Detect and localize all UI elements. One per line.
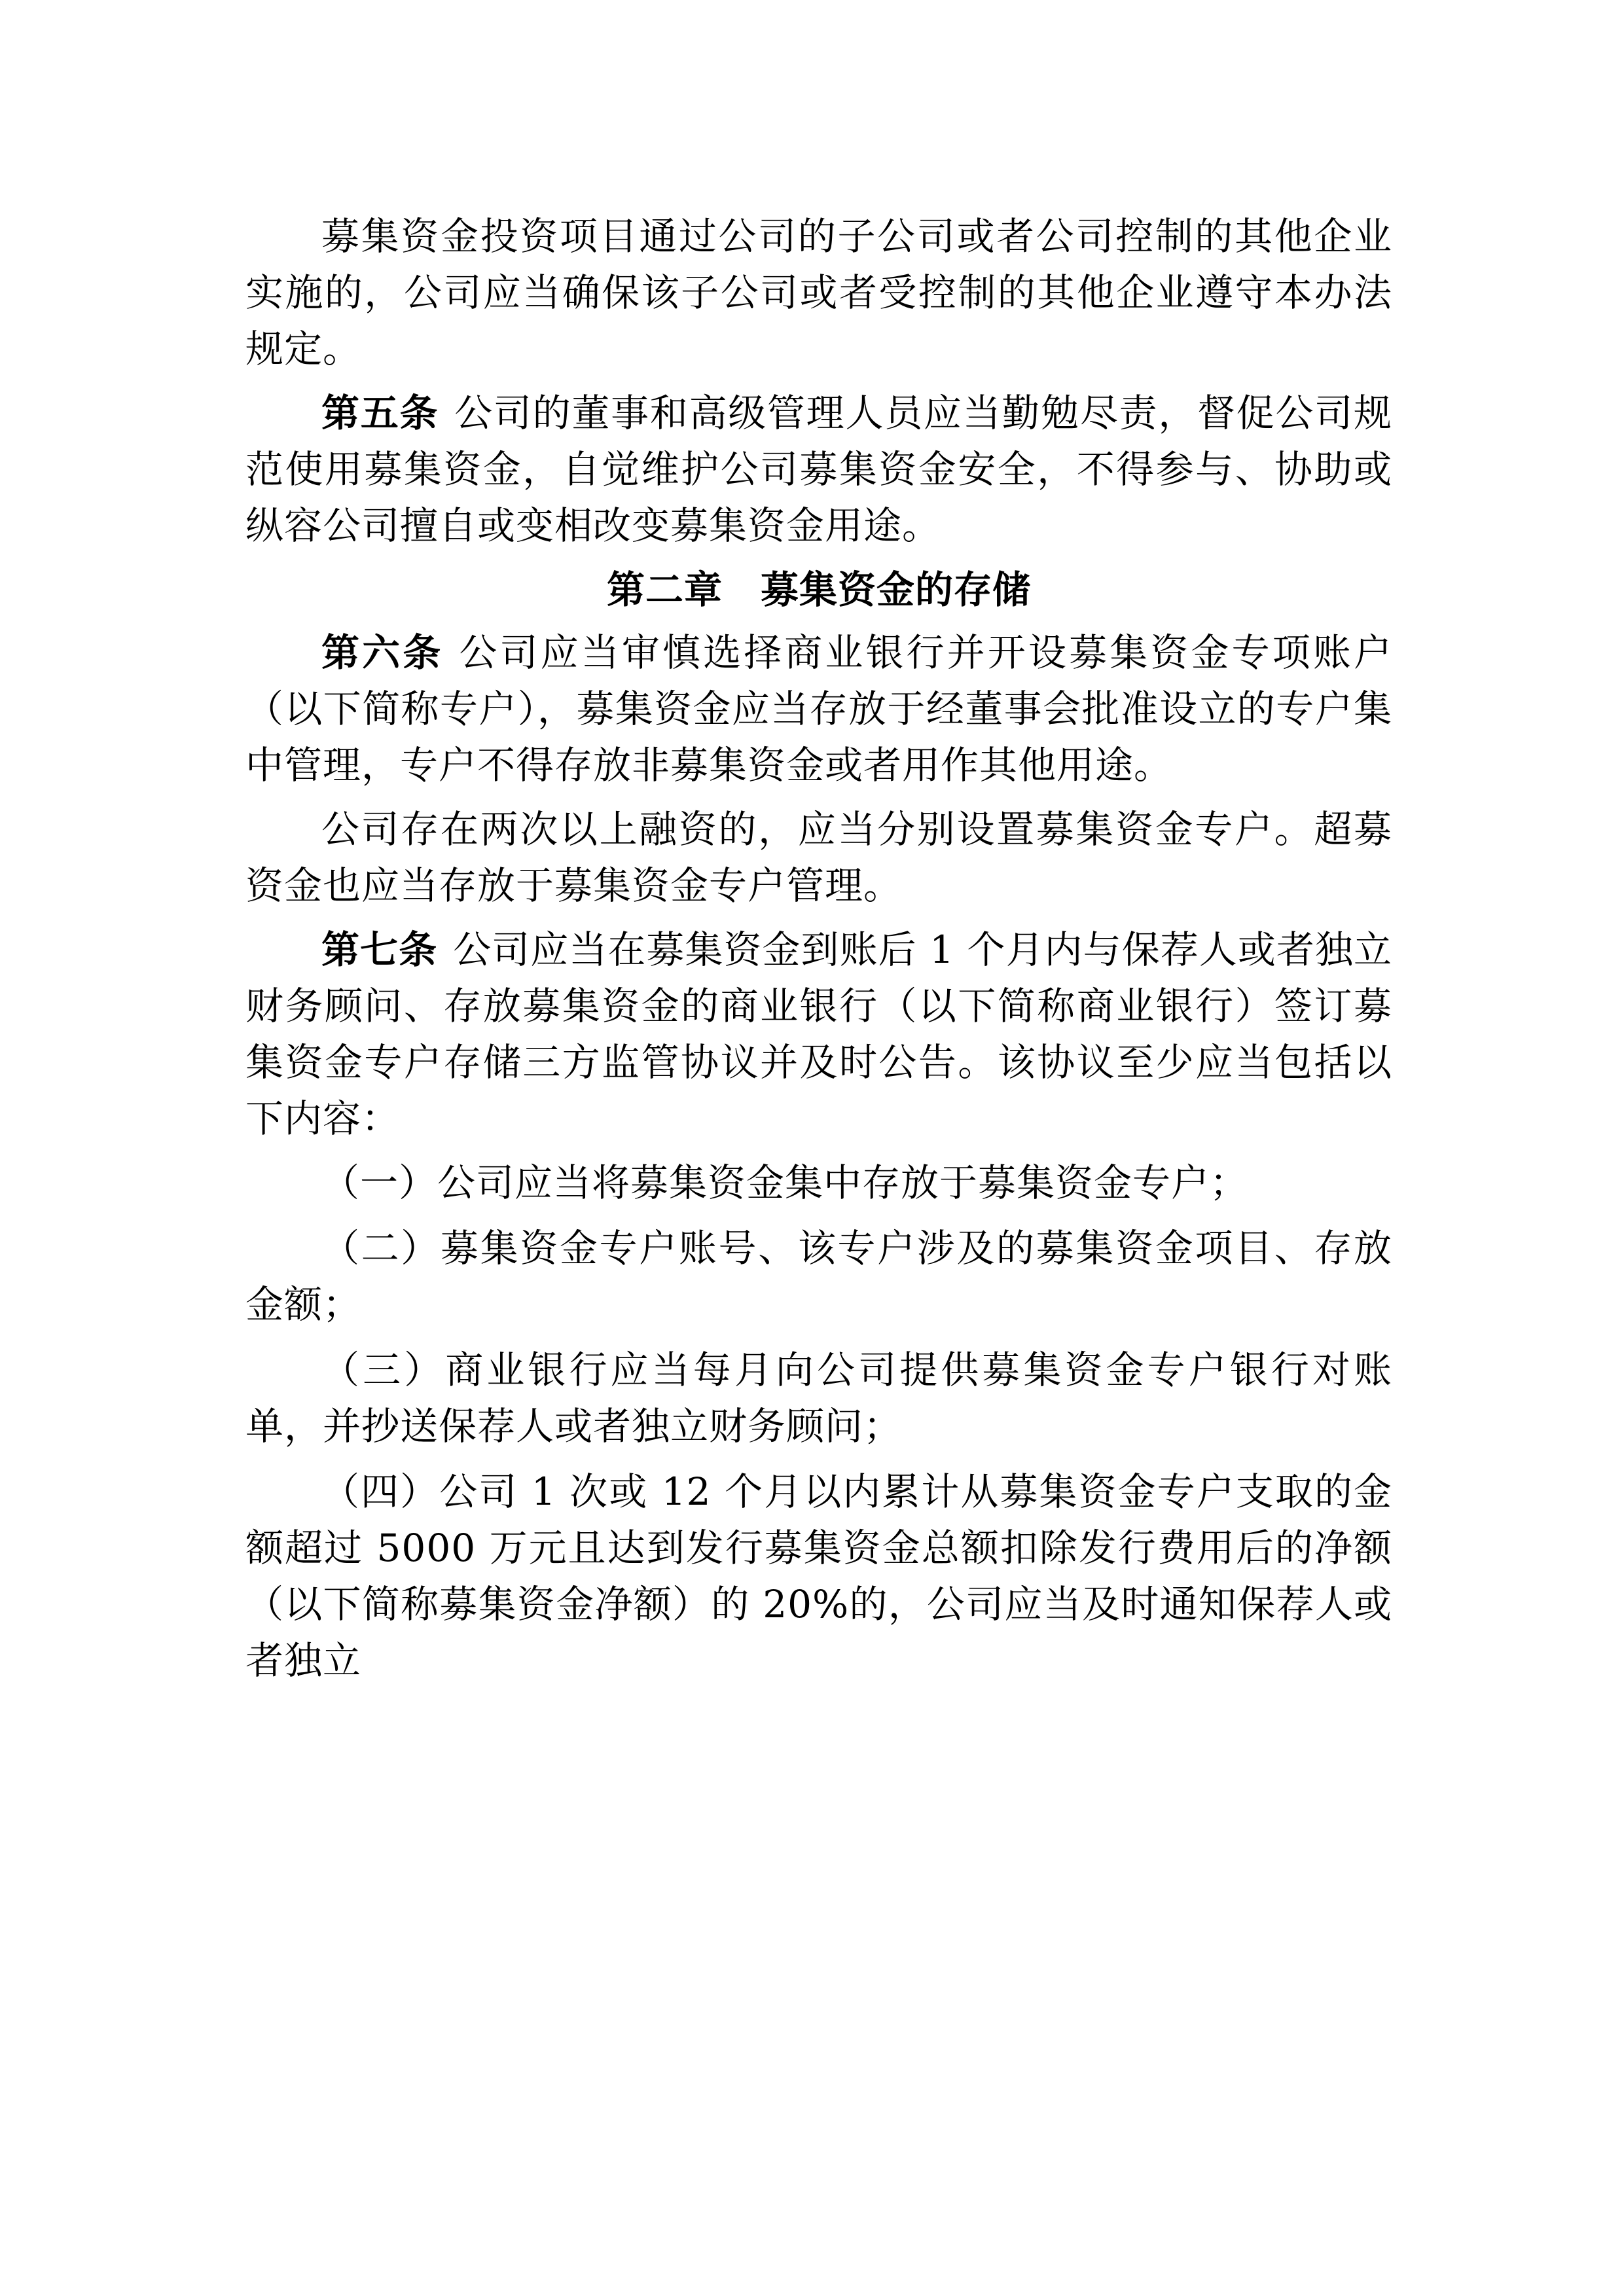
article-7-text: 公司应当在募集资金到账后 1 个月内与保荐人或者独立财务顾问、存放募集资金的商业银行（以下简称商业银行）签订募集资金专户存储三方监管协议并及时公告。该协议至少应当包括以下内容： [245,927,1392,1141]
chapter-title: 募集资金的存储 [761,567,1032,612]
paragraph-subsidiary-compliance: 募集资金投资项目通过公司的子公司或者公司控制的其他企业实施的，公司应当确保该子公司或者受控制的其他企业遵守本办法规定。 [245,214,1392,371]
article-6-paragraph-2: 公司存在两次以上融资的，应当分别设置募集资金专户。超募资金也应当存放于募集资金专户管理。 [245,807,1392,908]
article-5-label: 第五条 [321,391,439,435]
article-7-item-1: （一）公司应当将募集资金集中存放于募集资金专户； [321,1160,1249,1205]
article-7 [245,922,1392,1147]
article-6 [245,624,1392,793]
document-body [245,208,1392,1698]
chapter-number: 第二章 [606,567,723,612]
article-6-text: 公司应当审慎选择商业银行并开设募集资金专项账户（以下简称专户），募集资金应当存放于经董事会批准设立的专户集中管理，专户不得存放非募集资金或者用作其他用途。 [245,630,1392,787]
article-7-item-4: （四）公司 1 次或 12 个月以内累计从募集资金专户支取的金额超过 5000 万元且达到发行募集资金总额扣除发行费用后的净额（以下简称募集资金净额）的 20%的，公司应当及时通知保荐人或者独立 [245,1469,1392,1683]
chapter-heading [245,562,1392,618]
article-7-item-3: （三）商业银行应当每月向公司提供募集资金专户银行对账单，并抄送保荐人或者独立财务顾问； [245,1348,1392,1448]
article-7-label: 第七条 [321,927,438,972]
article-5-text: 公司的董事和高级管理人员应当勤勉尽责，督促公司规范使用募集资金，自觉维护公司募集资金安全，不得参与、协助或纵容公司擅自或变相改变募集资金用途。 [245,391,1392,548]
article-5 [245,385,1392,554]
article-7-item-2: （二）募集资金专户账号、该专户涉及的募集资金项目、存放金额； [245,1226,1392,1327]
article-6-label: 第六条 [321,630,444,675]
